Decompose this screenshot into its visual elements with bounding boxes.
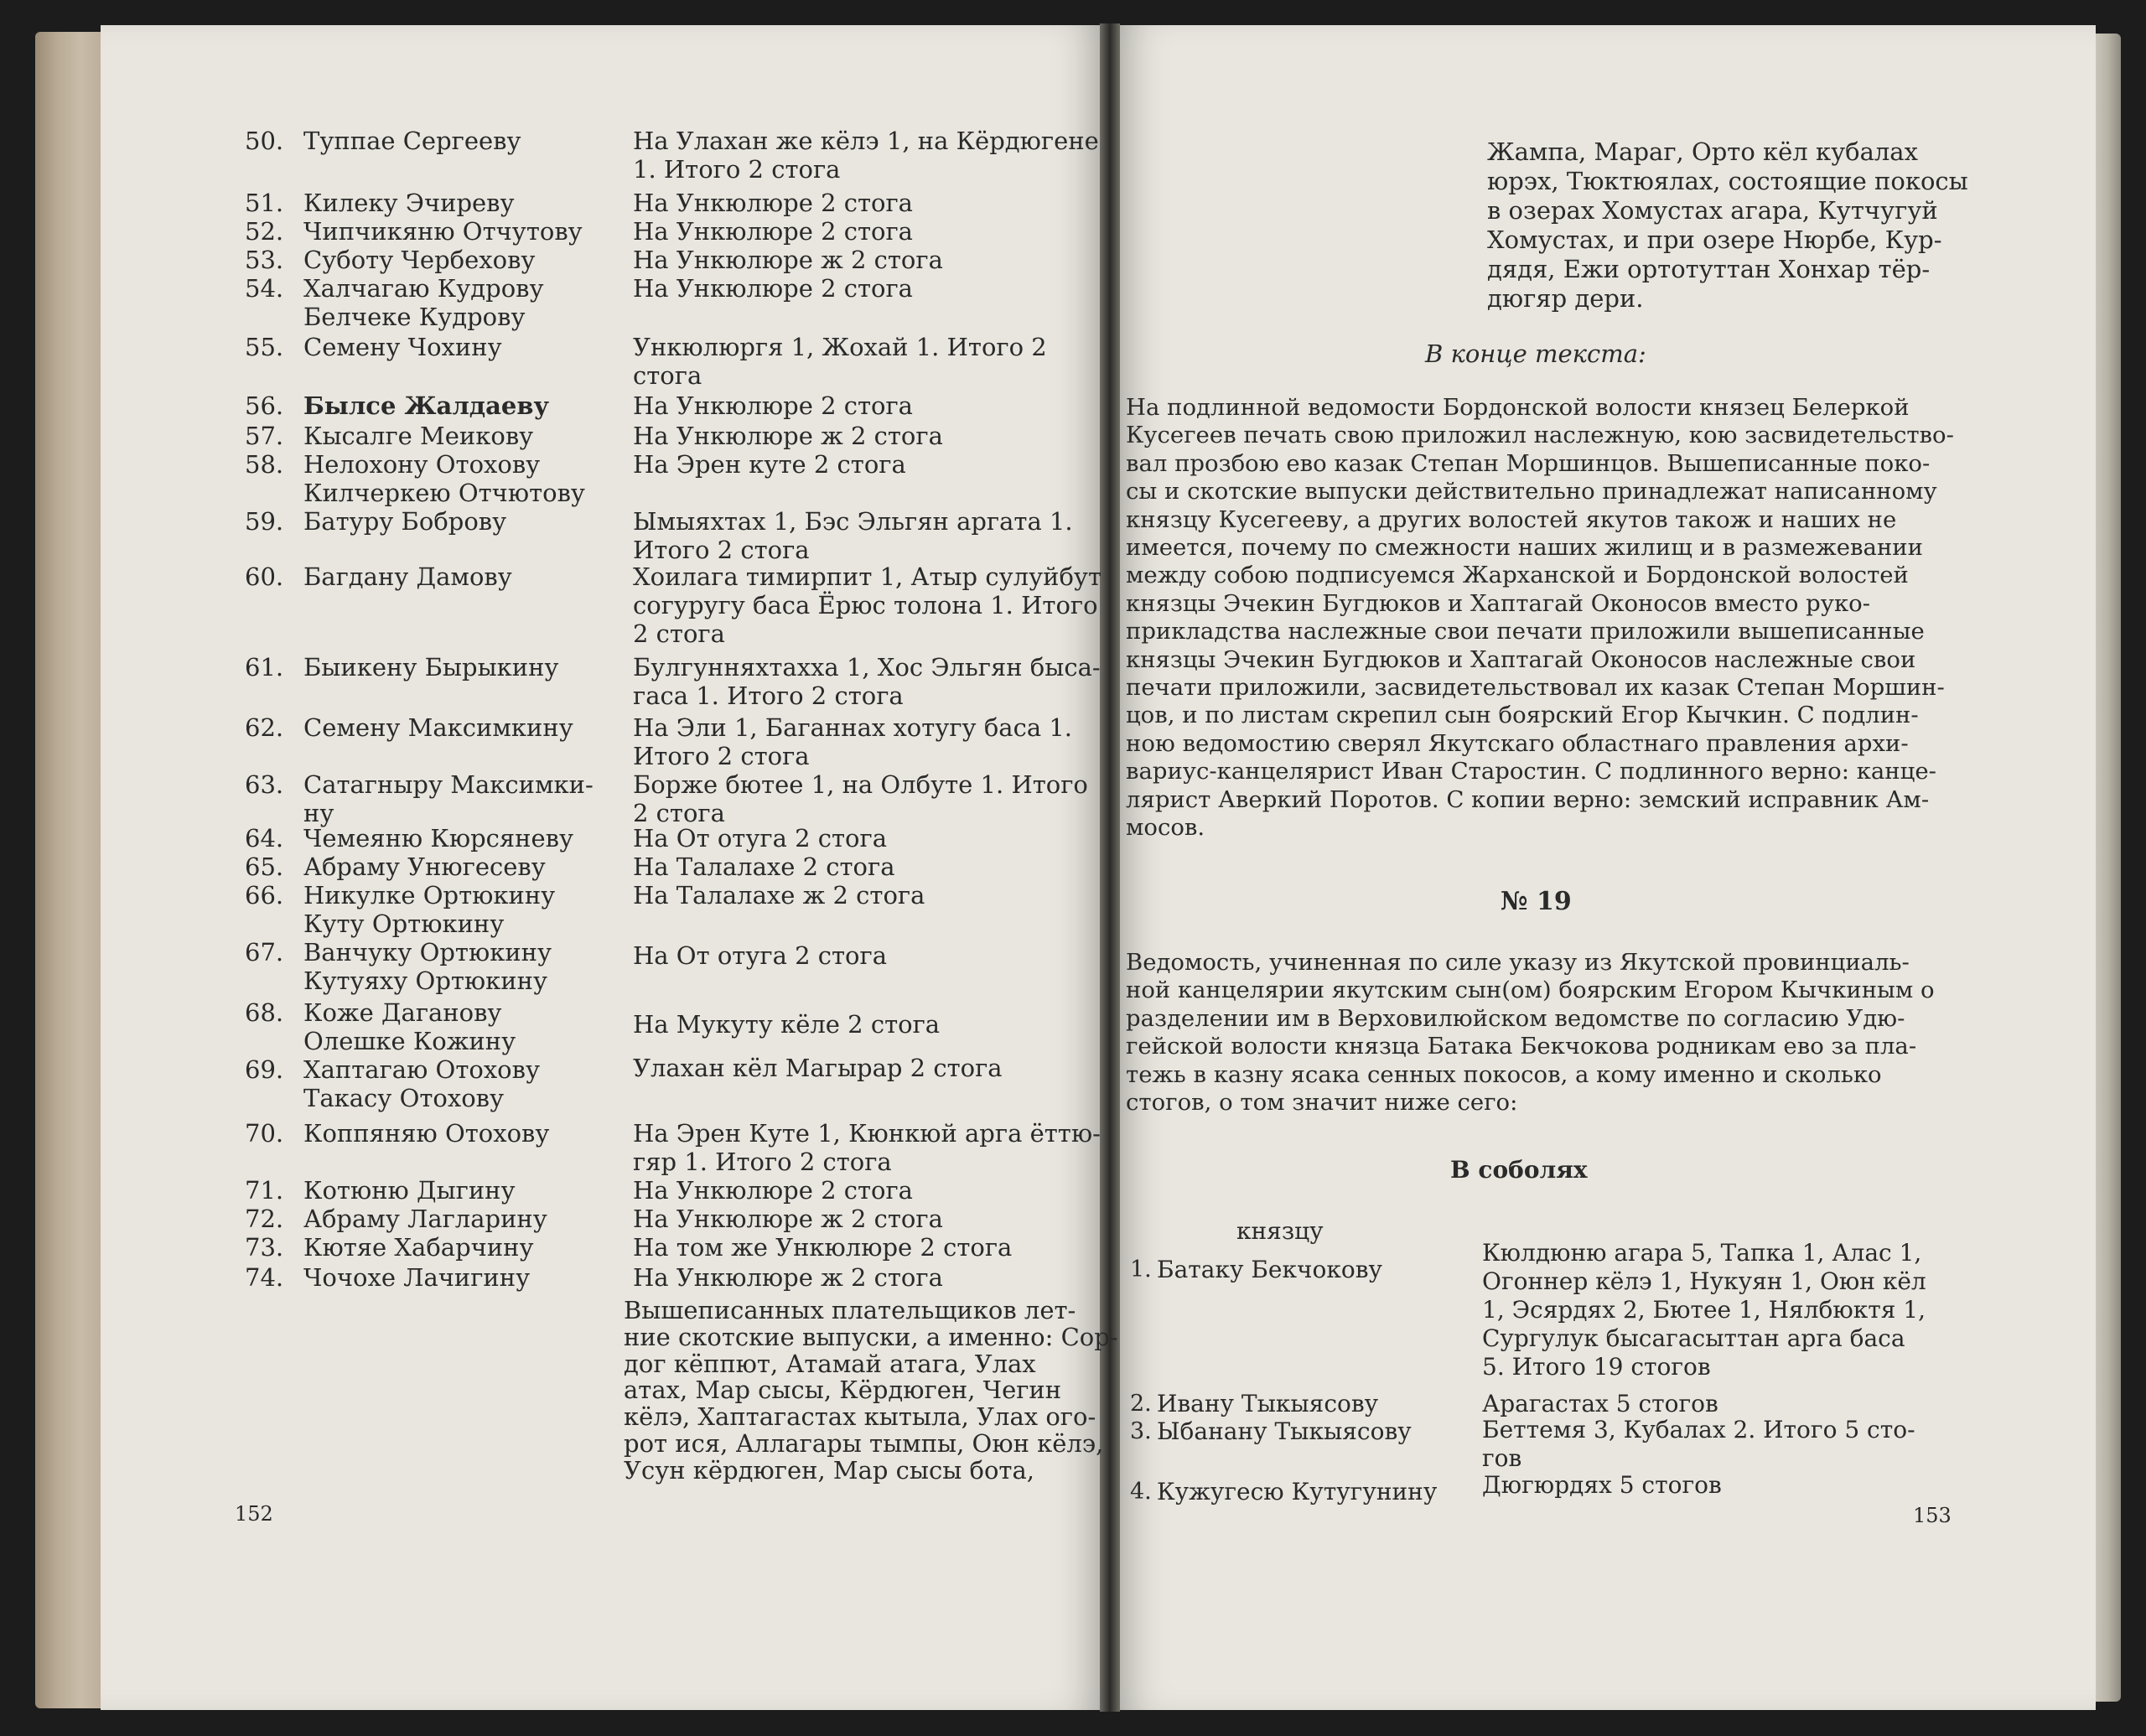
- entry-name: Абраму Унюгесеву: [303, 852, 546, 881]
- paragraph-line: ной канцелярии якутским сын(ом) боярским Егором Кычкиным о: [1126, 977, 1935, 1004]
- entry-place: Кюлдюню агара 5, Тапка 1, Алас 1,: [1482, 1239, 1922, 1267]
- entry-place: Итого 2 стога: [633, 742, 810, 770]
- closing-line: кёлэ, Хаптагастах кытыла, Улах ого-: [624, 1402, 1096, 1432]
- entry-name: Кютяе Хабарчину: [303, 1233, 534, 1262]
- entry-name: Суботу Чербехову: [303, 246, 536, 274]
- entry-name: Кысалге Меикову: [303, 422, 534, 450]
- entry-place: На Талалахе 2 стога: [633, 852, 895, 881]
- paragraph-line: лярист Аверкий Поротов. С копии верно: земский исправник Ам-: [1126, 785, 1930, 813]
- entry-place: Борже бютее 1, на Олбуте 1. Итого: [633, 770, 1088, 799]
- entry-place: Булгунняхтахха 1, Хос Эльгян быса-: [633, 653, 1101, 681]
- entry-number: 74.: [245, 1263, 284, 1292]
- entry-place: На Мукуту кёле 2 стога: [633, 1010, 941, 1039]
- entry-name: Халчагаю Кудрову: [303, 274, 544, 303]
- paragraph-line: сы и скотские выпуски действительно принадлежат написанному: [1126, 478, 1937, 505]
- entry-name: Ванчуку Ортюкину: [303, 938, 552, 966]
- entry-number: 60.: [245, 562, 284, 591]
- paragraph-line: На подлинной ведомости Бордонской волости князец Белеркой: [1126, 394, 1910, 421]
- entry-place: На Ункюлюре ж 2 стога: [633, 1205, 943, 1233]
- paragraph-line: ною ведомостию сверял Якутскаго областнаго правления архи-: [1126, 729, 1909, 757]
- entry-number: 64.: [245, 824, 284, 852]
- entry-name: Чипчикяню Отчутову: [303, 217, 583, 246]
- entry-place: 5. Итого 19 стогов: [1482, 1353, 1711, 1381]
- paragraph-line: прикладства наслежные свои печати приложили вышеписанные: [1126, 618, 1925, 645]
- entry-place: На Ункюлюре 2 стога: [633, 189, 913, 217]
- entry-name: Такасу Отохову: [303, 1084, 505, 1112]
- paragraph-line: князцы Эчекин Бугдюков и Хаптагай Оконосов вместо руко-: [1126, 589, 1870, 617]
- entry-place: согуругу баса Ёрюс толона 1. Итого: [633, 591, 1098, 619]
- paragraph-line: вариус-канцелярист Иван Старостин. С подлинного верно: канце-: [1126, 758, 1936, 785]
- entry-name: Ивану Тыкыясову: [1157, 1390, 1379, 1417]
- paragraph-line: вал прозбою ево казак Степан Моршинцов. Вышеписанные поко-: [1126, 449, 1931, 477]
- entry-place: На Ункюлюре ж 2 стога: [633, 1263, 943, 1292]
- entry-number: 73.: [245, 1233, 284, 1262]
- entry-number: 65.: [245, 852, 284, 881]
- paragraph-line: между собою подписуемся Жарханской и Бордонской волостей: [1126, 562, 1909, 589]
- entry-number: 1.: [1130, 1257, 1152, 1283]
- entry-number: 55.: [245, 333, 284, 361]
- entry-name: Белчеке Кудрову: [303, 303, 526, 331]
- entry-place: 1, Эсярдях 2, Бютее 1, Нялбюктя 1,: [1482, 1296, 1926, 1324]
- entry-name: Чочохе Лачигину: [303, 1263, 531, 1292]
- entry-name: Кужугесю Кутугунину: [1157, 1478, 1438, 1505]
- closing-line: дог кёппют, Атамай атага, Улах: [624, 1349, 1036, 1378]
- entry-name: Былсе Жалдаеву: [303, 391, 550, 420]
- closing-line: рот ися, Аллагары тымпы, Оюн кёлэ,: [624, 1428, 1104, 1458]
- continuation-line: Жампа, Мараг, Орто кёл кубалах: [1487, 137, 1918, 166]
- entry-place: На Талалахе ж 2 стога: [633, 881, 925, 909]
- paragraph-line: князцу Кусегееву, а других волостей якутов також и наших не: [1126, 505, 1897, 533]
- entry-number: 61.: [245, 653, 284, 681]
- continuation-line: дядя, Ежи ортотуттан Хонхар тёр-: [1487, 255, 1931, 283]
- entry-name: Семену Максимкину: [303, 713, 573, 742]
- page-number-left: 152: [235, 1502, 273, 1526]
- entry-name: Хаптагаю Отохову: [303, 1055, 541, 1084]
- entry-place: Арагастах 5 стогов: [1482, 1390, 1718, 1417]
- entry-number: 72.: [245, 1205, 284, 1233]
- entry-name: Нелохону Отохову: [303, 450, 541, 479]
- entry-place: На Эли 1, Баганнах хотугу баса 1.: [633, 713, 1073, 742]
- entry-place: Дюгюрдях 5 стогов: [1482, 1471, 1722, 1499]
- entry-number: 66.: [245, 881, 284, 909]
- entry-place: Ункюлюргя 1, Жохай 1. Итого 2: [633, 333, 1047, 361]
- entry-name: Коже Даганову: [303, 998, 502, 1027]
- closing-line: атах, Мар сысы, Кёрдюген, Чегин: [624, 1376, 1062, 1405]
- entry-number: 54.: [245, 274, 284, 303]
- entry-name: Коппяняю Отохову: [303, 1119, 550, 1148]
- document-number: № 19: [1501, 887, 1572, 916]
- entry-name: Багдану Дамову: [303, 562, 512, 591]
- paragraph-line: имеется, почему по смежности наших жилищ и в размежевании: [1126, 534, 1923, 562]
- entry-number: 53.: [245, 246, 284, 274]
- entry-name: Килчеркею Отчютову: [303, 479, 585, 507]
- entry-name: Олешке Кожину: [303, 1027, 516, 1055]
- entry-number: 50.: [245, 127, 284, 155]
- entry-place: 2 стога: [633, 799, 725, 827]
- entry-place: На Ункюлюре 2 стога: [633, 274, 913, 303]
- continuation-line: Хомустах, и при озере Нюрбе, Кур-: [1487, 225, 1942, 254]
- entry-place: На Ункюлюре 2 стога: [633, 391, 913, 420]
- paragraph-line: стогов, о том значит ниже сего:: [1126, 1089, 1518, 1117]
- entry-place: На Эрен куте 2 стога: [633, 450, 906, 479]
- entry-place: На Эрен Куте 1, Кюнкюй арга ёттю-: [633, 1119, 1101, 1148]
- continuation-line: в озерах Хомустах агара, Кутчугуй: [1487, 196, 1938, 225]
- entry-name: Батаку Бекчокову: [1157, 1256, 1382, 1283]
- entry-name: Куту Ортюкину: [303, 909, 505, 938]
- end-of-text-paragraph: [1126, 394, 1954, 842]
- paragraph-line: Ведомость, учиненная по силе указу из Якутской провинциаль-: [1126, 949, 1910, 976]
- entry-place: Сургулук бысагасыттан арга баса: [1482, 1324, 1905, 1352]
- entry-place: стога: [633, 361, 702, 390]
- entry-name: Кутуяху Ортюкину: [303, 966, 548, 995]
- entry-number: 63.: [245, 770, 284, 799]
- entry-number: 59.: [245, 507, 284, 536]
- entry-number: 68.: [245, 998, 284, 1027]
- entry-place: На том же Ункюлюре 2 стога: [633, 1233, 1013, 1262]
- page-number-right: 153: [1913, 1504, 1952, 1527]
- entry-place: На От отуга 2 стога: [633, 824, 887, 852]
- entry-place: На Ункюлюре ж 2 стога: [633, 422, 943, 450]
- entry-place: 2 стога: [633, 619, 725, 648]
- paragraph-line: печати приложили, засвидетельствовал их казак Степан Моршин-: [1126, 674, 1945, 702]
- subheading-sobolyakh: В соболях: [1450, 1156, 1588, 1184]
- entry-place: Итого 2 стога: [633, 536, 810, 564]
- entry-name: Семену Чохину: [303, 333, 502, 361]
- closing-line: ние скотские выпуски, а именно: Сор-: [624, 1322, 1118, 1351]
- entry-place: Огоннер кёлэ 1, Нукуян 1, Оюн кёл: [1482, 1267, 1926, 1295]
- entry-place: На Ункюлюре ж 2 стога: [633, 246, 943, 274]
- entry-place: На Ункюлюре 2 стога: [633, 217, 913, 246]
- right-continuation-text: [1487, 137, 1968, 314]
- continuation-line: юрэх, Тюктюялах, состоящие покосы: [1487, 167, 1968, 195]
- entry-number: 57.: [245, 422, 284, 450]
- entry-number: 4.: [1130, 1479, 1152, 1505]
- entry-number: 58.: [245, 450, 284, 479]
- entry-name: Абраму Лагларину: [303, 1205, 547, 1233]
- entry-place: Улахан кёл Магырар 2 стога: [633, 1054, 1003, 1082]
- page-edge-stack-left: [35, 32, 111, 1708]
- entry-name: Батуру Боброву: [303, 507, 507, 536]
- entry-place: гяр 1. Итого 2 стога: [633, 1148, 892, 1176]
- paragraph-line: князцы Эчекин Бугдюков и Хаптагай Оконосов наслежные свои: [1126, 645, 1916, 673]
- entry-place: Беттемя 3, Кубалах 2. Итого 5 сто-: [1482, 1416, 1915, 1443]
- entry-name: ну: [303, 799, 334, 827]
- entry-place: Хоилага тимирпит 1, Атыр сулуйбут: [633, 562, 1102, 591]
- entry-name: Ыбанану Тыкыясову: [1157, 1417, 1412, 1445]
- entry-number: 52.: [245, 217, 284, 246]
- entry-name: Килеку Эчиреву: [303, 189, 515, 217]
- entry-name: Чемеяню Кюрсяневу: [303, 824, 574, 852]
- entry-name: Сатагныру Максимки-: [303, 770, 594, 799]
- intro-paragraph: [1126, 949, 1935, 1117]
- entry-place: гов: [1482, 1444, 1522, 1472]
- entry-number: 3.: [1130, 1418, 1152, 1444]
- entry-number: 70.: [245, 1119, 284, 1148]
- entry-name: Туппае Сергееву: [303, 127, 521, 155]
- paragraph-line: Кусегеев печать свою приложил наслежную, кою засвидетельство-: [1126, 422, 1954, 449]
- entry-number: 71.: [245, 1176, 284, 1205]
- entry-place: На Улахан же кёлэ 1, на Кёрдюгене: [633, 127, 1099, 155]
- entry-place: Ымыяхтах 1, Бэс Эльгян аргата 1.: [633, 507, 1073, 536]
- left-closing-text: [624, 1298, 1118, 1485]
- entry-place: гаса 1. Итого 2 стога: [633, 681, 904, 710]
- closing-line: Вышеписанных плательщиков лет-: [624, 1296, 1076, 1324]
- paragraph-line: мосов.: [1126, 814, 1205, 842]
- entry-number: 62.: [245, 713, 284, 742]
- entry-place: На Ункюлюре 2 стога: [633, 1176, 913, 1205]
- paragraph-line: разделении им в Верховилюйском ведомстве по согласию Удю-: [1126, 1004, 1905, 1032]
- entry-number: 56.: [245, 391, 284, 420]
- entry-place: 1. Итого 2 стога: [633, 155, 841, 184]
- entry-name: Быикену Бырыкину: [303, 653, 559, 681]
- paragraph-line: гейской волости князца Батака Бекчокова родникам ево за пла-: [1126, 1033, 1917, 1060]
- knyazcu-label: князцу: [1236, 1217, 1324, 1245]
- entry-name: Никулке Ортюкину: [303, 881, 556, 909]
- end-of-text-heading: В конце текста:: [1425, 339, 1646, 368]
- entry-number: 2.: [1130, 1391, 1152, 1417]
- continuation-line: дюгяр дери.: [1487, 284, 1644, 313]
- entry-place: На От отуга 2 стога: [633, 941, 887, 970]
- entry-number: 51.: [245, 189, 284, 217]
- paragraph-line: цов, и по листам скрепил сын боярский Егор Кычкин. С подлин-: [1126, 702, 1919, 729]
- entry-number: 67.: [245, 938, 284, 966]
- entry-number: 69.: [245, 1055, 284, 1084]
- closing-line: Усун кёрдюген, Мар сысы бота,: [624, 1455, 1034, 1485]
- entry-name: Котюню Дыгину: [303, 1176, 516, 1205]
- paragraph-line: тежь в казну ясака сенных покосов, а кому именно и сколько: [1126, 1060, 1882, 1088]
